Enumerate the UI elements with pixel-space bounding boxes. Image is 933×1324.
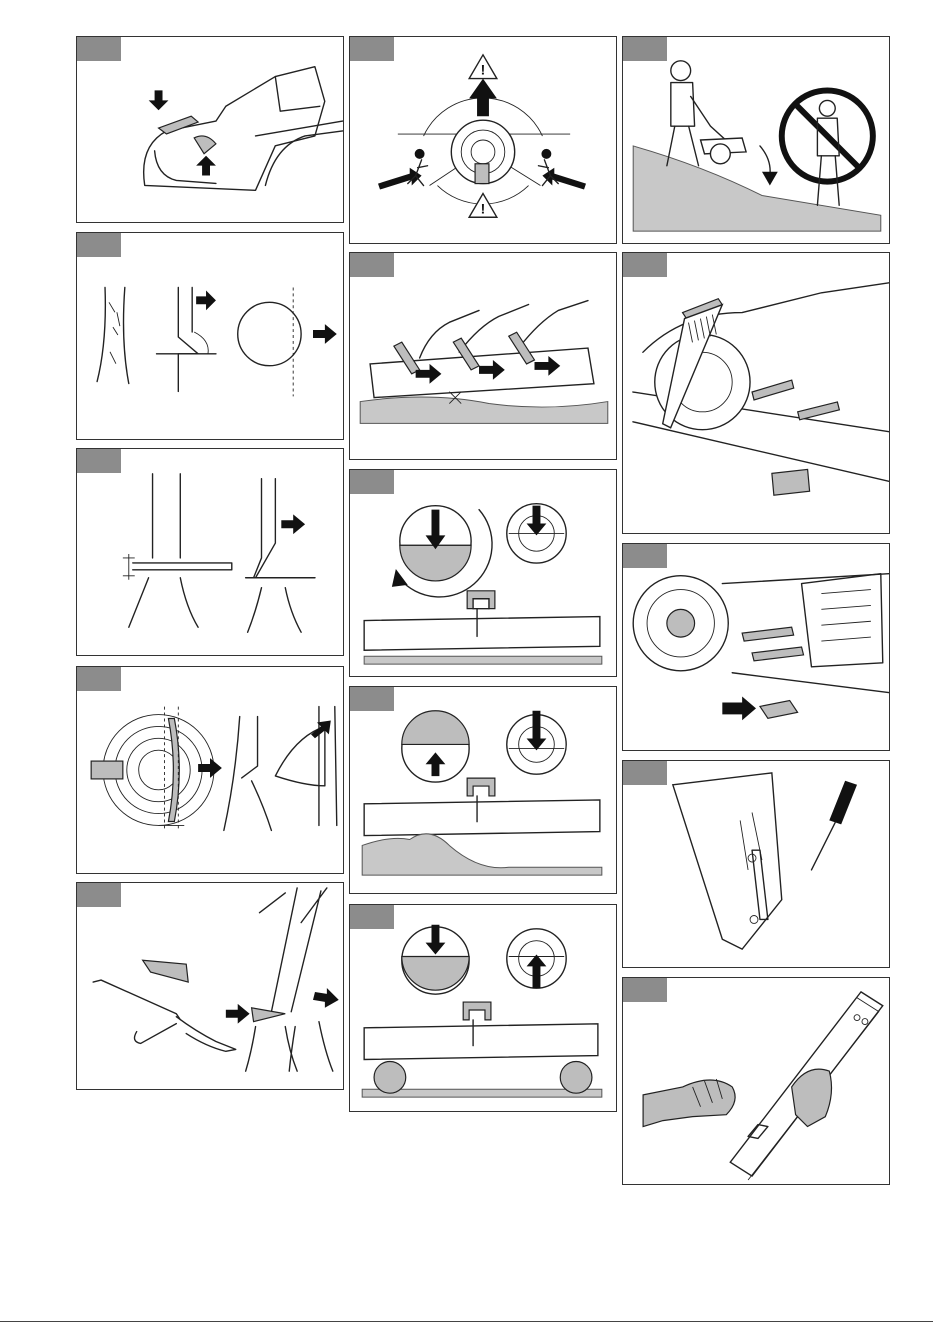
panel-chain-handling-gloves: [622, 977, 890, 1185]
panel-log-under-tension: [349, 252, 617, 460]
panel-felling-cut-height: [76, 448, 344, 656]
log-cutting-rollers-illustration: [350, 905, 616, 1111]
chain-tensioner-illustration: [623, 544, 889, 750]
bar-cleaning-brush-illustration: [623, 253, 889, 533]
panel-chain-tensioner: [622, 543, 890, 751]
bar-groove-screwdriver-illustration: [623, 761, 889, 967]
panel-log-cut-rollers: [349, 904, 617, 1112]
felling-notch-illustration: [77, 233, 343, 439]
panel-wedge-lever: [76, 882, 344, 1090]
panel-bar-groove: [622, 760, 890, 968]
log-cutting-bottom-illustration: [350, 687, 616, 893]
panel-hinge-wood: [76, 666, 344, 874]
panel-bar-cleaning: [622, 252, 890, 534]
hinge-wood-illustration: [77, 667, 343, 873]
chainbrake-handguard-illustration: [77, 37, 343, 222]
panel-slope-cutting-position: [622, 36, 890, 244]
gloved-hands-chain-illustration: [623, 978, 889, 1184]
panel-felling-zone-warning: [349, 36, 617, 244]
panel-log-cut-bottom: [349, 686, 617, 894]
log-cutting-top-illustration: [350, 470, 616, 676]
felling-danger-zone-illustration: [350, 37, 616, 243]
operator-slope-position-illustration: [623, 37, 889, 243]
panel-chainbrake-handguard: [76, 36, 344, 223]
panel-log-cut-top: [349, 469, 617, 677]
felling-wedge-lever-illustration: [77, 883, 343, 1089]
branch-tension-illustration: [350, 253, 616, 459]
felling-cut-height-illustration: [77, 449, 343, 655]
page-bottom-rule: [0, 1321, 933, 1322]
svg-text:!: !: [480, 61, 486, 78]
panel-notch-cut-direction: [76, 232, 344, 440]
svg-text:!: !: [480, 200, 486, 217]
